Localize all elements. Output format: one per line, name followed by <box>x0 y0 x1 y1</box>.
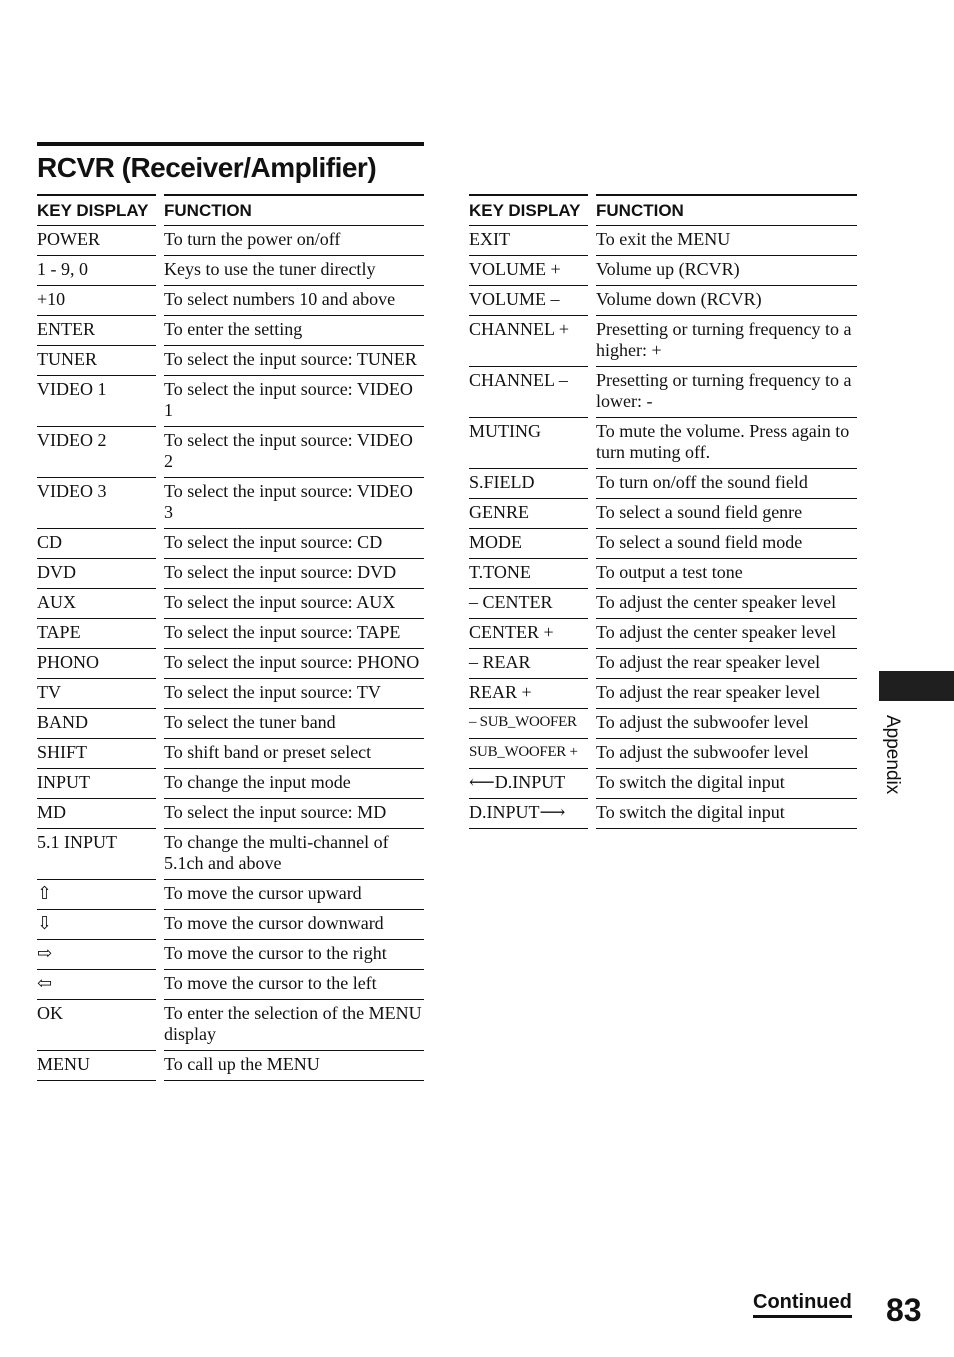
key-display-cell: OK <box>37 1000 156 1051</box>
key-display-cell: – SUB_WOOFER <box>469 709 588 739</box>
key-display-cell: AUX <box>37 589 156 619</box>
key-display-cell: PHONO <box>37 649 156 679</box>
table-row <box>469 589 857 619</box>
function-cell: To adjust the subwoofer level <box>596 739 857 769</box>
function-cell: To change the input mode <box>164 769 424 799</box>
table-row <box>37 709 424 739</box>
key-display-cell: BAND <box>37 709 156 739</box>
table-row <box>469 367 857 418</box>
key-table-left <box>37 194 424 1081</box>
function-cell: To select a sound field genre <box>596 499 857 529</box>
table-row <box>37 529 424 559</box>
key-display-cell: CHANNEL – <box>469 367 588 418</box>
key-display-cell: +10 <box>37 286 156 316</box>
function-cell: To switch the digital input <box>596 769 857 799</box>
function-cell: To adjust the rear speaker level <box>596 679 857 709</box>
function-cell: Presetting or turning frequency to a higher: + <box>596 316 857 367</box>
key-display-cell: INPUT <box>37 769 156 799</box>
key-display-cell: ⟵D.INPUT <box>469 769 588 799</box>
table-row <box>37 286 424 316</box>
table-row <box>469 619 857 649</box>
table-row <box>37 940 424 970</box>
function-cell: To select the input source: TAPE <box>164 619 424 649</box>
table-body-right <box>469 226 857 829</box>
key-display-cell: D.INPUT⟶ <box>469 799 588 829</box>
key-display-cell: ⇨ <box>37 940 156 970</box>
table-row <box>469 226 857 256</box>
function-cell: Volume down (RCVR) <box>596 286 857 316</box>
key-display-cell: TUNER <box>37 346 156 376</box>
key-display-cell: MUTING <box>469 418 588 469</box>
key-display-cell: 1 - 9, 0 <box>37 256 156 286</box>
title-rule <box>37 142 424 146</box>
table-row <box>37 478 424 529</box>
key-display-cell: CENTER + <box>469 619 588 649</box>
key-display-cell: SUB_WOOFER + <box>469 739 588 769</box>
key-display-cell: – CENTER <box>469 589 588 619</box>
key-display-cell: ⇩ <box>37 910 156 940</box>
table-row <box>469 499 857 529</box>
function-cell: To enter the setting <box>164 316 424 346</box>
function-cell: To turn on/off the sound field <box>596 469 857 499</box>
page-title: RCVR (Receiver/Amplifier) <box>37 152 377 183</box>
function-cell: To enter the selection of the MENU display <box>164 1000 424 1051</box>
table-row <box>37 679 424 709</box>
table-row <box>469 649 857 679</box>
function-cell: To adjust the center speaker level <box>596 589 857 619</box>
key-display-cell: VOLUME + <box>469 256 588 286</box>
table-row <box>469 469 857 499</box>
table-row <box>469 769 857 799</box>
function-cell: To shift band or preset select <box>164 739 424 769</box>
function-cell: To move the cursor to the left <box>164 970 424 1000</box>
function-cell: To select the input source: TUNER <box>164 346 424 376</box>
key-display-cell: TAPE <box>37 619 156 649</box>
table-row <box>469 286 857 316</box>
function-cell: To call up the MENU <box>164 1051 424 1081</box>
function-cell: Volume up (RCVR) <box>596 256 857 286</box>
function-header: FUNCTION <box>596 194 857 226</box>
table-row <box>469 418 857 469</box>
table-row <box>37 589 424 619</box>
key-display-cell: MODE <box>469 529 588 559</box>
table-row <box>37 880 424 910</box>
function-cell: To move the cursor to the right <box>164 940 424 970</box>
key-display-cell: GENRE <box>469 499 588 529</box>
table-row <box>37 1051 424 1081</box>
key-display-cell: MENU <box>37 1051 156 1081</box>
table-row <box>37 256 424 286</box>
function-cell: To turn the power on/off <box>164 226 424 256</box>
table-row <box>37 649 424 679</box>
table-row <box>37 559 424 589</box>
function-cell: To select the input source: VIDEO 3 <box>164 478 424 529</box>
function-cell: To select the input source: MD <box>164 799 424 829</box>
table-body-left <box>37 226 424 1081</box>
key-table-right <box>469 194 857 829</box>
key-display-header: KEY DISPLAY <box>469 194 588 226</box>
table-row <box>37 427 424 478</box>
table-row <box>469 679 857 709</box>
key-display-cell: TV <box>37 679 156 709</box>
continued-label: Continued <box>753 1290 852 1318</box>
table-row <box>37 799 424 829</box>
key-display-cell: ⇦ <box>37 970 156 1000</box>
function-cell: To adjust the subwoofer level <box>596 709 857 739</box>
key-display-cell: VIDEO 1 <box>37 376 156 427</box>
function-cell: Presetting or turning frequency to a lower: - <box>596 367 857 418</box>
function-cell: To select a sound field mode <box>596 529 857 559</box>
table-row <box>37 829 424 880</box>
table-row <box>469 529 857 559</box>
table-header-row <box>37 194 424 226</box>
table-row <box>37 970 424 1000</box>
table-row <box>37 316 424 346</box>
function-cell: To change the multi-channel of 5.1ch and above <box>164 829 424 880</box>
function-cell: To adjust the rear speaker level <box>596 649 857 679</box>
key-display-cell: VIDEO 2 <box>37 427 156 478</box>
key-display-header: KEY DISPLAY <box>37 194 156 226</box>
function-cell: To mute the volume. Press again to turn muting off. <box>596 418 857 469</box>
table-row <box>469 316 857 367</box>
page-number: 83 <box>886 1292 922 1328</box>
function-cell: Keys to use the tuner directly <box>164 256 424 286</box>
function-cell: To select the input source: VIDEO 2 <box>164 427 424 478</box>
section-tab-label: Appendix <box>882 715 903 795</box>
table-row <box>37 1000 424 1051</box>
table-row <box>469 709 857 739</box>
key-display-cell: MD <box>37 799 156 829</box>
function-cell: To move the cursor upward <box>164 880 424 910</box>
table-row <box>37 346 424 376</box>
key-display-cell: VOLUME – <box>469 286 588 316</box>
key-display-cell: DVD <box>37 559 156 589</box>
table-row <box>37 769 424 799</box>
table-row <box>37 910 424 940</box>
function-cell: To select the input source: VIDEO 1 <box>164 376 424 427</box>
function-cell: To output a test tone <box>596 559 857 589</box>
table-row <box>469 739 857 769</box>
function-header: FUNCTION <box>164 194 424 226</box>
key-display-cell: CD <box>37 529 156 559</box>
table-row <box>469 799 857 829</box>
key-display-cell: CHANNEL + <box>469 316 588 367</box>
function-cell: To select numbers 10 and above <box>164 286 424 316</box>
key-display-cell: VIDEO 3 <box>37 478 156 529</box>
key-display-cell: EXIT <box>469 226 588 256</box>
function-cell: To exit the MENU <box>596 226 857 256</box>
section-tab-marker <box>879 671 954 701</box>
function-cell: To select the input source: PHONO <box>164 649 424 679</box>
table-row <box>469 559 857 589</box>
function-cell: To adjust the center speaker level <box>596 619 857 649</box>
function-cell: To select the input source: CD <box>164 529 424 559</box>
key-display-cell: POWER <box>37 226 156 256</box>
function-cell: To select the tuner band <box>164 709 424 739</box>
function-cell: To switch the digital input <box>596 799 857 829</box>
function-cell: To move the cursor downward <box>164 910 424 940</box>
table-row <box>37 376 424 427</box>
key-display-cell: ENTER <box>37 316 156 346</box>
table-row <box>37 226 424 256</box>
table-row <box>37 619 424 649</box>
table-row <box>37 739 424 769</box>
function-cell: To select the input source: TV <box>164 679 424 709</box>
key-display-cell: REAR + <box>469 679 588 709</box>
key-display-cell: T.TONE <box>469 559 588 589</box>
function-cell: To select the input source: DVD <box>164 559 424 589</box>
key-display-cell: SHIFT <box>37 739 156 769</box>
key-display-cell: S.FIELD <box>469 469 588 499</box>
table-header-row <box>469 194 857 226</box>
function-cell: To select the input source: AUX <box>164 589 424 619</box>
key-display-cell: ⇧ <box>37 880 156 910</box>
key-display-cell: 5.1 INPUT <box>37 829 156 880</box>
key-display-cell: – REAR <box>469 649 588 679</box>
table-row <box>469 256 857 286</box>
